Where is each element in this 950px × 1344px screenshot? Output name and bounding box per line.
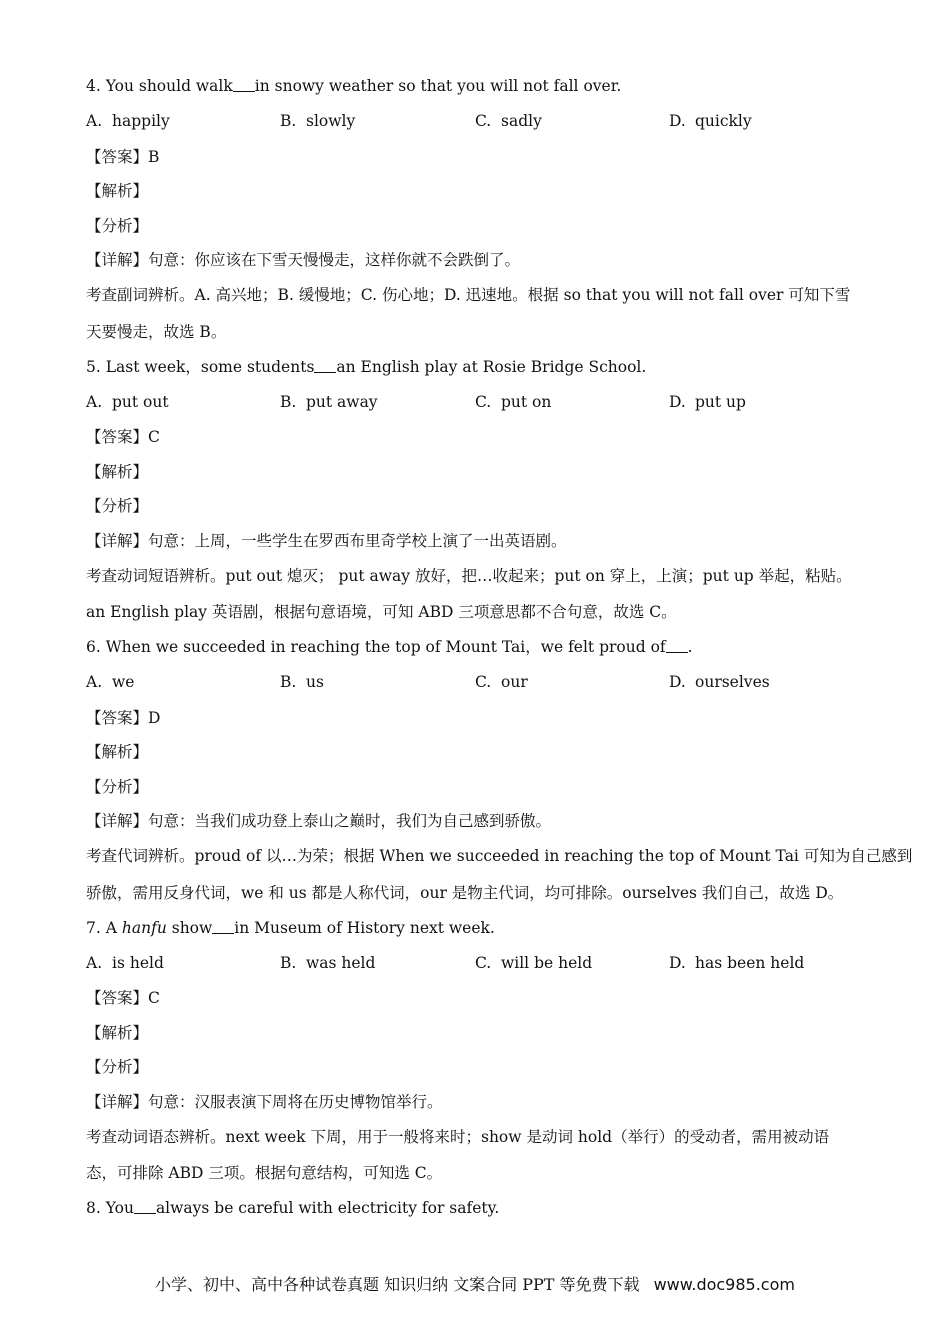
option-b: B. slowly [280, 112, 356, 130]
answer-value: C [148, 989, 160, 1007]
question-7-options [86, 952, 846, 974]
option-a: A. we [86, 673, 135, 691]
blank [233, 77, 255, 92]
explain-line: 天要慢走，故选 B。 [86, 323, 227, 341]
option-c: C. will be held [475, 954, 593, 972]
explain-line: 考查动词短语辨析。put out 熄灭； put away 放好，把…收起来；put on 穿上，上演；put up 举起，粘贴。 [86, 567, 852, 585]
analysis-label: 【解析】 [86, 463, 149, 481]
option-d: D. ourselves [669, 673, 770, 691]
question-4-stem: 4. You should walk in snowy weather so that you will not fall over. [86, 77, 622, 95]
option-d: D. quickly [669, 112, 752, 130]
fenxi-label: 【分析】 [86, 1058, 149, 1076]
explain-line: 骄傲，需用反身代词，we 和 us 都是人称代词，our 是物主代词，均可排除。ourselves 我们自己，故选 D。 [86, 884, 844, 902]
option-c: C. put on [475, 393, 552, 411]
answer-line: 【答案】B [86, 148, 160, 166]
analysis-label: 【解析】 [86, 182, 149, 200]
blank [212, 919, 234, 934]
blank [666, 638, 688, 653]
explain-line: an English play 英语剧，根据句意语境，可知 ABD 三项意思都不合句意，故选 C。 [86, 603, 677, 621]
answer-value: C [148, 428, 160, 446]
explain-line: 考查副词辨析。A. 高兴地；B. 缓慢地；C. 伤心地；D. 迅速地。根据 so that you will not fall over 可知下雪 [86, 286, 851, 304]
option-b: B. us [280, 673, 324, 691]
detail-line: 【详解】句意：上周，一些学生在罗西布里奇学校上演了一出英语剧。 [86, 532, 567, 550]
question-number: 4 [86, 77, 96, 95]
fenxi-label: 【分析】 [86, 778, 149, 796]
answer-line: 【答案】D [86, 709, 161, 727]
explain-line: 态，可排除 ABD 三项。根据句意结构，可知选 C。 [86, 1164, 443, 1182]
question-6-options [86, 671, 846, 693]
footer-link[interactable]: www.doc985.com [653, 1275, 795, 1294]
option-d: D. has been held [669, 954, 805, 972]
fenxi-label: 【分析】 [86, 497, 149, 515]
question-4-options [86, 110, 846, 132]
detail-line: 【详解】句意：汉服表演下周将在历史博物馆举行。 [86, 1093, 443, 1111]
explain-line: 考查动词语态辨析。next week 下周，用于一般将来时；show 是动词 hold（举行）的受动者，需用被动语 [86, 1128, 830, 1146]
option-b: B. was held [280, 954, 376, 972]
blank [134, 1199, 156, 1214]
option-a: A. happily [86, 112, 170, 130]
option-b: B. put away [280, 393, 378, 411]
option-a: A. put out [86, 393, 169, 411]
question-6-stem: 6. When we succeeded in reaching the top of Mount Tai，we felt proud of . [86, 638, 693, 656]
blank [314, 358, 336, 373]
analysis-label: 【解析】 [86, 743, 149, 761]
answer-line: 【答案】C [86, 989, 160, 1007]
explain-line: 考查代词辨析。proud of 以…为荣；根据 When we succeeded in reaching the top of Mount Tai 可知为自己感到 [86, 847, 913, 865]
question-7-stem: 7. A hanfu show in Museum of History next week. [86, 919, 495, 937]
fenxi-label: 【分析】 [86, 217, 149, 235]
page-footer [0, 1272, 950, 1295]
option-d: D. put up [669, 393, 746, 411]
detail-line: 【详解】句意：你应该在下雪天慢慢走，这样你就不会跌倒了。 [86, 251, 521, 269]
question-5-options [86, 391, 846, 413]
analysis-label: 【解析】 [86, 1024, 149, 1042]
question-8-stem: 8. You always be careful with electricity for safety. [86, 1199, 500, 1217]
footer-text: 小学、初中、高中各种试卷真题 知识归纳 文案合同 PPT 等免费下载 [155, 1275, 640, 1294]
detail-line: 【详解】句意：当我们成功登上泰山之巅时，我们为自己感到骄傲。 [86, 812, 552, 830]
answer-value: B [148, 148, 160, 166]
option-a: A. is held [86, 954, 164, 972]
option-c: C. sadly [475, 112, 542, 130]
answer-line: 【答案】C [86, 428, 160, 446]
option-c: C. our [475, 673, 528, 691]
question-5-stem: 5. Last week，some students an English play at Rosie Bridge School. [86, 358, 647, 376]
answer-value: D [148, 709, 161, 727]
